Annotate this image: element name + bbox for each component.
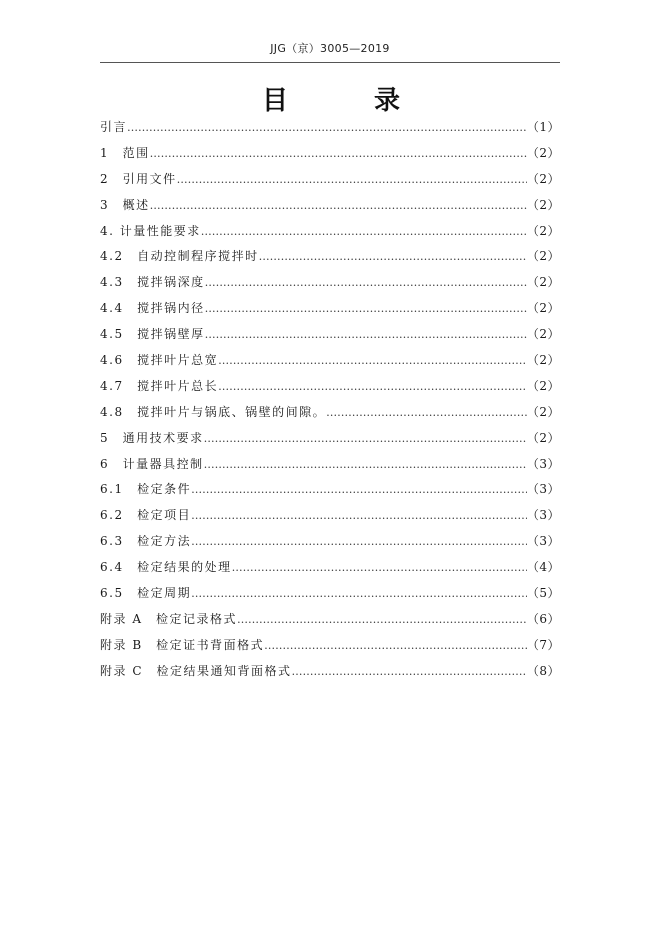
table-of-contents bbox=[100, 118, 560, 688]
page-title: 目 录 bbox=[261, 86, 430, 116]
toc-leader-dots bbox=[205, 276, 527, 289]
toc-entry[interactable] bbox=[100, 429, 560, 455]
toc-entry[interactable] bbox=[100, 222, 560, 248]
toc-entry-page: （3） bbox=[526, 456, 560, 471]
toc-entry-page: （2） bbox=[526, 249, 560, 264]
toc-entry-page: （3） bbox=[526, 482, 560, 497]
toc-leader-dots bbox=[204, 432, 527, 445]
toc-entry-label: 4.7 搅拌叶片总长 bbox=[100, 378, 219, 393]
toc-leader-dots bbox=[191, 587, 527, 600]
toc-entry[interactable] bbox=[100, 144, 560, 170]
toc-entry[interactable] bbox=[100, 610, 560, 636]
toc-entry-page: （2） bbox=[526, 301, 560, 316]
toc-entry-page: （2） bbox=[526, 145, 560, 160]
toc-entry-label: 6.5 检定周期 bbox=[100, 586, 192, 601]
toc-entry-page: （2） bbox=[526, 171, 560, 186]
toc-entry-page: （3） bbox=[526, 534, 560, 549]
toc-entry-page: （2） bbox=[526, 223, 560, 238]
toc-entry-label: 6.3 检定方法 bbox=[100, 534, 192, 549]
toc-leader-dots bbox=[127, 121, 527, 134]
toc-entry-page: （2） bbox=[526, 430, 560, 445]
toc-leader-dots bbox=[218, 354, 527, 367]
toc-entry-label: 4.8 搅拌叶片与锅底、锅壁的间隙。 bbox=[100, 404, 327, 419]
toc-entry-label: 4.3 搅拌锅深度 bbox=[100, 275, 205, 290]
document-header-code: JJG（京）3005—2019 bbox=[270, 42, 390, 55]
toc-entry-label: 4. 计量性能要求 bbox=[100, 223, 201, 238]
toc-entry-label: 6 计量器具控制 bbox=[100, 456, 204, 471]
toc-entry-page: （2） bbox=[526, 197, 560, 212]
toc-entry-label: 3 概述 bbox=[100, 197, 150, 212]
toc-entry[interactable] bbox=[100, 170, 560, 196]
toc-entry[interactable] bbox=[100, 351, 560, 377]
toc-entry-page: （2） bbox=[526, 275, 560, 290]
toc-entry-label: 附录 B 检定证书背面格式 bbox=[100, 637, 265, 652]
toc-leader-dots bbox=[204, 458, 527, 471]
toc-entry-label: 6.1 检定条件 bbox=[100, 482, 192, 497]
toc-entry-label: 4.5 搅拌锅壁厚 bbox=[100, 327, 205, 342]
toc-leader-dots bbox=[205, 328, 527, 341]
toc-entry-page: （7） bbox=[526, 637, 560, 652]
toc-entry-page: （4） bbox=[526, 560, 560, 575]
toc-entry[interactable] bbox=[100, 455, 560, 481]
toc-entry-page: （2） bbox=[526, 404, 560, 419]
toc-entry-label: 引言 bbox=[100, 120, 128, 134]
toc-entry-label: 5 通用技术要求 bbox=[100, 430, 204, 445]
toc-entry-label: 1 范围 bbox=[100, 145, 150, 160]
toc-entry[interactable] bbox=[100, 480, 560, 506]
toc-entry-label: 附录 A 检定记录格式 bbox=[100, 611, 237, 626]
toc-leader-dots bbox=[205, 302, 527, 315]
toc-entry-label: 2 引用文件 bbox=[100, 171, 177, 186]
toc-leader-dots bbox=[326, 406, 527, 419]
toc-entry[interactable] bbox=[100, 506, 560, 532]
toc-leader-dots bbox=[237, 613, 527, 626]
toc-entry[interactable] bbox=[100, 558, 560, 584]
toc-entry[interactable] bbox=[100, 584, 560, 610]
toc-leader-dots bbox=[259, 250, 527, 263]
toc-entry-label: 4.2 自动控制程序搅拌时 bbox=[100, 249, 259, 264]
toc-leader-dots bbox=[191, 509, 527, 522]
toc-leader-dots bbox=[191, 535, 527, 548]
toc-entry-label: 6.4 检定结果的处理 bbox=[100, 560, 232, 575]
toc-entry-page: （2） bbox=[526, 378, 560, 393]
toc-leader-dots bbox=[177, 173, 527, 186]
toc-entry[interactable] bbox=[100, 196, 560, 222]
toc-leader-dots bbox=[201, 225, 527, 238]
toc-entry-label: 4.4 搅拌锅内径 bbox=[100, 301, 205, 316]
toc-entry-page: （2） bbox=[526, 327, 560, 342]
toc-entry-page: （2） bbox=[526, 353, 560, 368]
toc-leader-dots bbox=[218, 380, 527, 393]
toc-entry[interactable] bbox=[100, 118, 560, 144]
toc-entry[interactable] bbox=[100, 662, 560, 688]
toc-entry[interactable] bbox=[100, 325, 560, 351]
toc-entry-page: （1） bbox=[526, 120, 560, 134]
toc-leader-dots bbox=[150, 199, 527, 212]
toc-entry[interactable] bbox=[100, 299, 560, 325]
toc-entry[interactable] bbox=[100, 532, 560, 558]
toc-entry-page: （5） bbox=[526, 586, 560, 601]
toc-leader-dots bbox=[150, 147, 527, 160]
toc-entry-page: （3） bbox=[526, 508, 560, 523]
toc-leader-dots bbox=[232, 561, 527, 574]
toc-entry[interactable] bbox=[100, 247, 560, 273]
toc-entry[interactable] bbox=[100, 377, 560, 403]
toc-leader-dots bbox=[292, 665, 527, 678]
header-divider bbox=[100, 62, 560, 63]
toc-entry-label: 4.6 搅拌叶片总宽 bbox=[100, 353, 219, 368]
toc-leader-dots bbox=[191, 483, 527, 496]
toc-entry-page: （8） bbox=[526, 663, 560, 678]
toc-entry[interactable] bbox=[100, 273, 560, 299]
toc-entry[interactable] bbox=[100, 636, 560, 662]
toc-entry-label: 附录 C 检定结果通知背面格式 bbox=[100, 663, 292, 678]
toc-entry-page: （6） bbox=[526, 611, 560, 626]
toc-entry-label: 6.2 检定项目 bbox=[100, 508, 192, 523]
toc-leader-dots bbox=[264, 639, 527, 652]
toc-entry[interactable] bbox=[100, 403, 560, 429]
